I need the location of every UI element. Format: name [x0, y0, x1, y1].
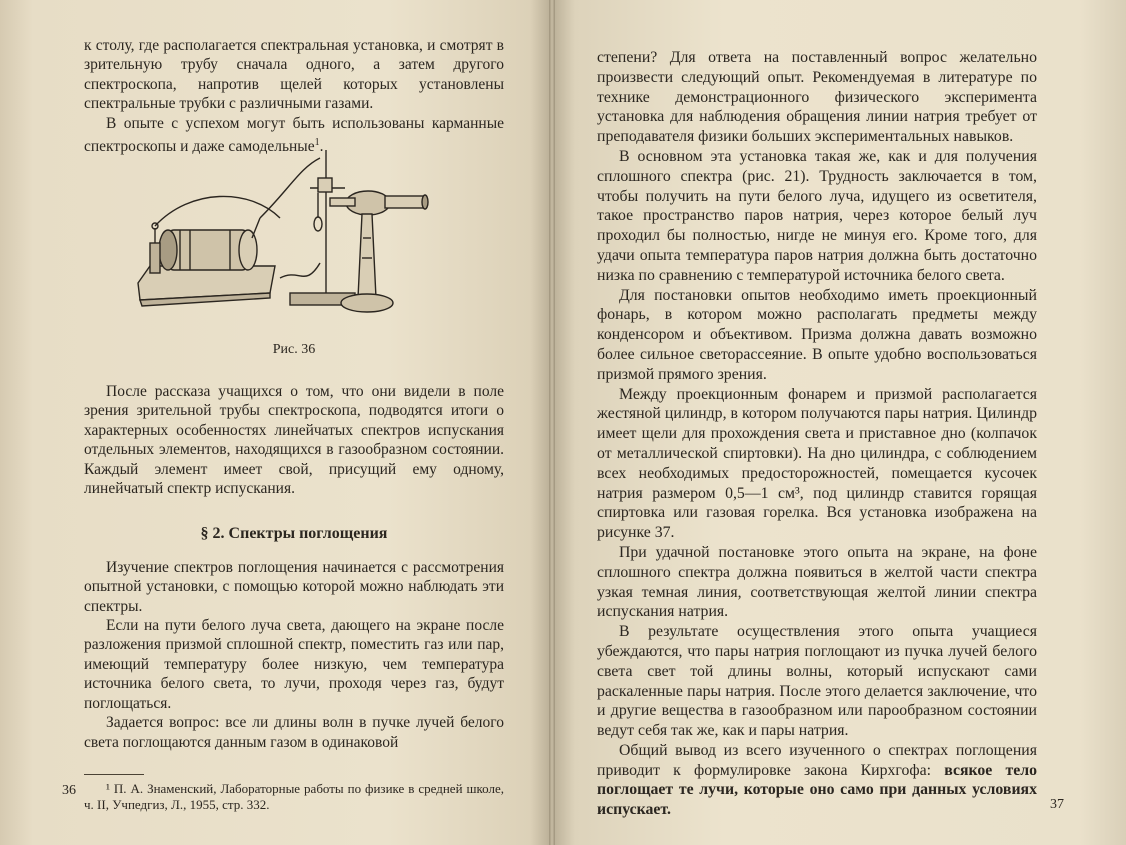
book-spine — [549, 0, 555, 845]
figure-caption: Рис. 36 — [272, 342, 316, 357]
left-section-paragraph-3: Задается вопрос: все ли длины волн в пучке лучей белого света поглощаются данным газом в одинаковой — [84, 714, 504, 751]
left-column-top — [84, 36, 504, 157]
left-paragraph-1: к столу, где располагается спектральная установка, и смотрят в зрительную трубу сначала одного, а затем другого спектроскопа, напротив щелей которых установлены спектральные трубки с различными газами. — [84, 37, 504, 113]
section-title: § 2. Спектры поглощения — [200, 525, 388, 543]
right-paragraph-2: В основном эта установка такая же, как и для получения сплошного спектра (рис. 21). Трудность заключается в том, чтобы получить на пути белого луча, идущего из осветителя, такое пространство паров натрия, через которое белый луч проходил бы полностью, нигде не минуя его. Кроме того, для удачи опыта температура паров натрия должна быть достаточно низка по сравнению с температурой источника белого света. — [597, 147, 1037, 284]
right-paragraph-6: В результате осуществления этого опыта учащиеся убеждаются, что пары натрия поглощают из пучка лучей белого света свет той длины волны, который испускают сами раскаленные пары натрия. После этого делается заключение, что и другие вещества в газообразном или парообразном состоянии ведут себя так же, как и пары натрия. — [597, 623, 1037, 740]
spectroscope-apparatus-figure — [130, 148, 430, 333]
left-section-paragraph-1: Изучение спектров поглощения начинается с рассмотрения опытной установки, с помощью которой можно наблюдать эти спектры. — [84, 558, 504, 615]
right-paragraph-5: При удачной постановке этого опыта на экране, на фоне сплошного спектра должна появиться в желтой части спектра узкая темная линия, соответствующая желтой линии спектра испускания натрия. — [597, 543, 1037, 621]
footnote-marker: 1 — [314, 137, 320, 149]
right-paragraph-1: степени? Для ответа на поставленный вопрос желательно произвести следующий опыт. Рекомендуемая в литературе по технике демонстрационного физического эксперимента установка для наблюдения обращения линии натрия требует от преподавателя физики больших экспериментальных навыков. — [597, 49, 1037, 146]
left-column-bottom — [84, 382, 504, 813]
left-paragraph-after-figure: После рассказа учащихся о том, что они видели в поле зрения зрительной трубы спектроскопа, подводятся итоги о характерных особенностях линейчатых спектров испускания отдельных элементов, находящихся в газообразном состоянии. Каждый элемент имеет свой, присущий ему одному, линейчатый спектр испускания. — [84, 383, 504, 498]
right-paragraph-4: Между проекционным фонарем и призмой располагается жестяной цилиндр, в котором получаются пары натрия. Цилиндр имеет щели для прохождения света и приставное дно (колпачок от металлической спиртовки). На дно цилиндра, с соблюдением всех необходимых предосторожностей, помещается кусочек натрия размером 0,5—1 см³, под цилиндр ставится горящая спиртовка или газовая горелка. Вся установка изображена на рисунке 37. — [597, 385, 1037, 542]
page-number-right: 37 — [1050, 797, 1064, 812]
right-paragraph-final: Общий вывод из всего изученного о спектрах поглощения приводит к формулировке закона Кирхгофа: всякое тело поглощает те лучи, которые оно само при данных условиях испускает. — [597, 741, 1037, 819]
footnote-rule — [84, 774, 144, 775]
footnote: ¹ П. А. Знаменский, Лабораторные работы по физике в средней школе, ч. II, Учпедгиз, Л., 1955, стр. 332. — [84, 780, 504, 812]
right-column — [597, 48, 1037, 820]
page-number-left: 36 — [62, 783, 76, 798]
left-section-paragraph-2: Если на пути белого луча света, дающего на экране после разложения призмой сплошной спектр, поместить газ или пар, имеющий температуру более низкую, чем температура источника белого света, то лучи, проходя через газ, будут поглощаться. — [84, 617, 504, 712]
right-paragraph-3: Для постановки опытов необходимо иметь проекционный фонарь, в котором можно располагать предметы между конденсором и объективом. Призма должна давать возможно более сильное светорассеяние. В опыте удобно воспользоваться призмой прямого зрения. — [597, 286, 1037, 383]
left-paragraph-2: В опыте с успехом могут быть использованы карманные спектроскопы и даже самодельные$^1$. — [84, 114, 504, 156]
kirchhoff-law-statement: всякое тело поглощает те лучи, которые оно само при данных условиях испускает. — [597, 761, 1037, 819]
